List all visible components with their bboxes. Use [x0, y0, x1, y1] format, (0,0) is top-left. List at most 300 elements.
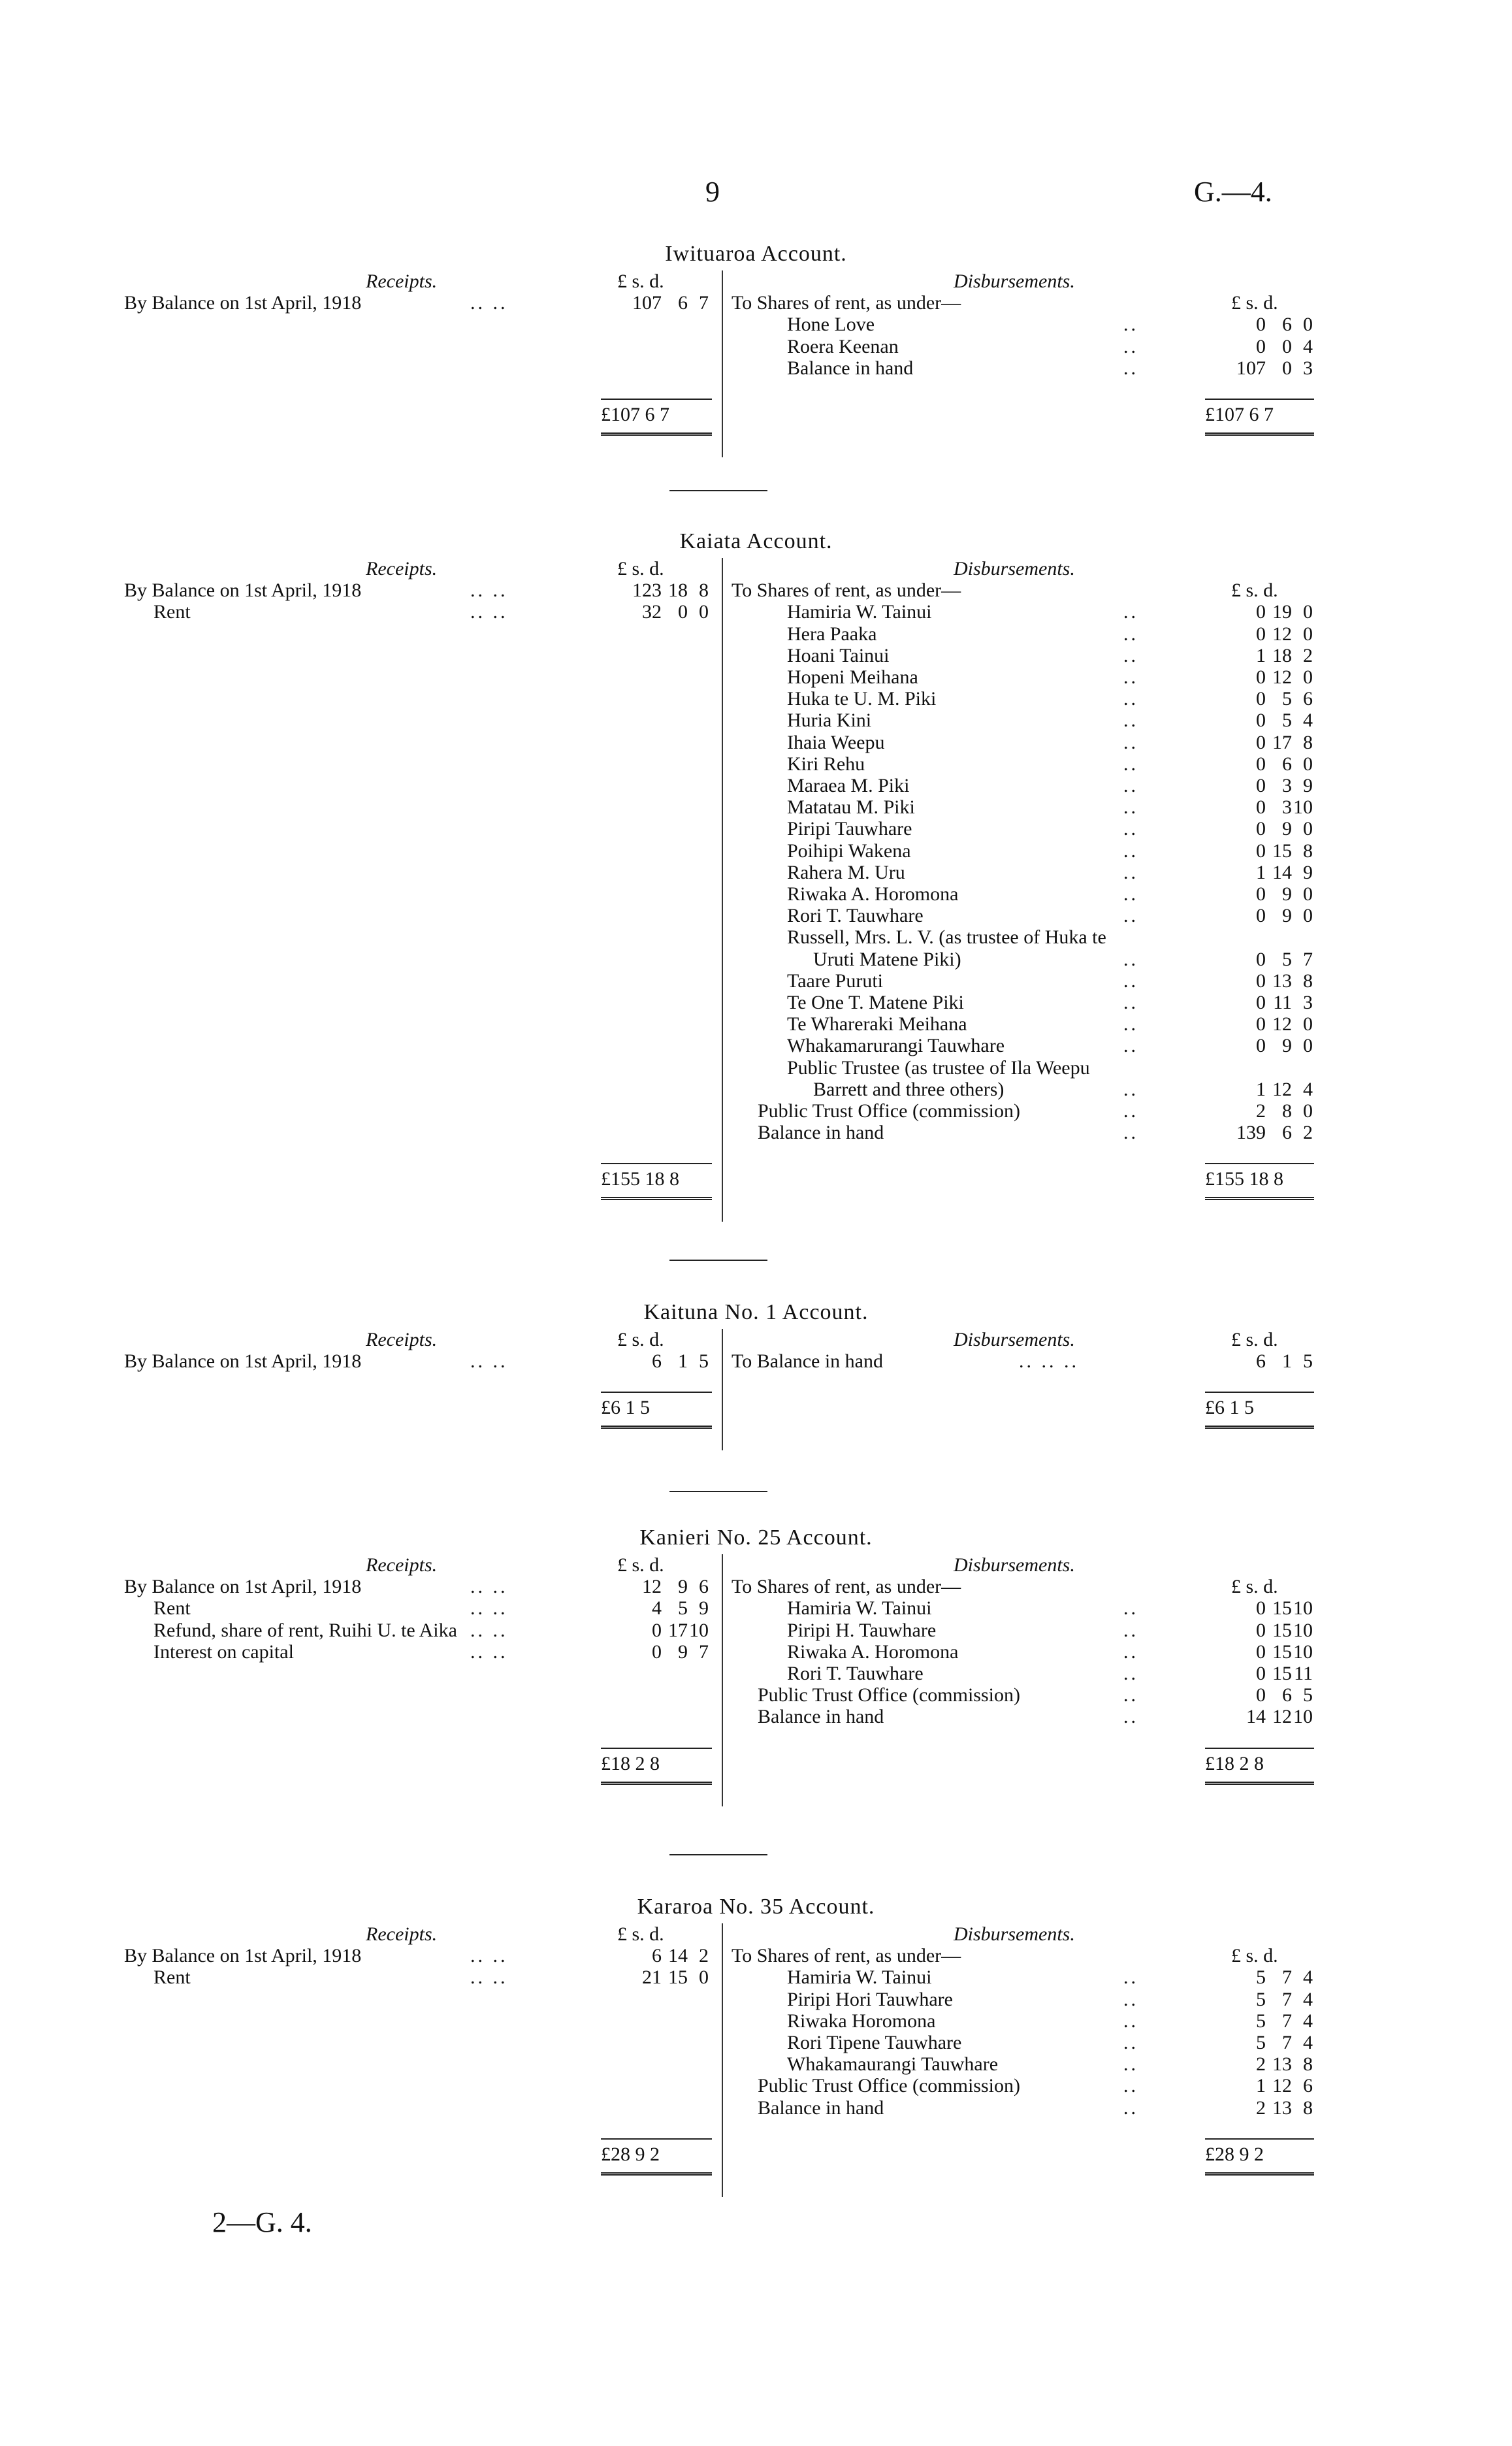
leader-dots: ..: [1123, 1035, 1138, 1057]
pence-value: 0: [1303, 1013, 1313, 1035]
pence-value: 9: [1303, 861, 1313, 883]
lsd-heading-disbursements: £ s. d.: [1231, 1945, 1278, 1967]
leader-dots: ..: [1123, 357, 1138, 379]
shillings-value: 15: [1272, 1663, 1292, 1684]
page-ref: G.—4.: [1194, 176, 1272, 208]
disbursement-label: Riwaka Horomona: [787, 2010, 936, 2032]
double-rule-receipts: [601, 1782, 712, 1785]
disbursement-label: Balance in hand: [787, 357, 914, 379]
disbursement-intro: To Shares of rent, as under—: [732, 1576, 961, 1598]
lsd-heading-receipts: £ s. d.: [617, 1329, 664, 1350]
disbursement-label: Rahera M. Uru: [787, 861, 905, 883]
shillings-value: 9: [1282, 883, 1292, 905]
leader-dots: ..: [1123, 970, 1138, 992]
pounds-value: 6: [1256, 1350, 1266, 1373]
shillings-value: 11: [1273, 992, 1292, 1013]
receipts-heading: Receipts.: [366, 1329, 438, 1350]
shillings-value: 18: [668, 579, 688, 602]
receipt-label: Rent: [153, 601, 191, 623]
leader-dots: ..: [1123, 601, 1138, 623]
pounds-value: 0: [1256, 1597, 1266, 1620]
leader-dots: ..: [1123, 818, 1138, 840]
pence-value: 7: [699, 292, 709, 314]
pounds-value: 4: [652, 1597, 662, 1620]
shillings-value: 12: [1272, 2075, 1292, 2097]
pence-value: 10: [1293, 1640, 1313, 1663]
leader-dots: ..: [1123, 1100, 1138, 1122]
pounds-value: 5: [1256, 2032, 1266, 2053]
leader-dots: .. ..: [470, 579, 508, 602]
total-rule-receipts: [601, 1748, 712, 1749]
pounds-value: 0: [1256, 601, 1266, 623]
shillings-value: 12: [1272, 666, 1292, 688]
column-divider: [722, 270, 723, 457]
pence-value: 3: [1303, 357, 1313, 379]
leader-dots: ..: [1123, 2096, 1138, 2119]
shillings-value: 13: [1272, 970, 1292, 992]
section-separator: [669, 1260, 767, 1261]
pence-value: 8: [699, 579, 709, 602]
receipts-heading: Receipts.: [366, 270, 438, 292]
pence-value: 0: [1303, 883, 1313, 905]
lsd-heading-receipts: £ s. d.: [617, 1923, 664, 1945]
pence-value: 0: [1303, 905, 1313, 927]
disbursement-label: Hopeni Meihana: [787, 666, 918, 688]
pounds-value: 1: [1256, 861, 1266, 883]
receipts-heading: Receipts.: [366, 1554, 438, 1576]
pence-value: 8: [1303, 2053, 1313, 2076]
shillings-value: 15: [1272, 1640, 1292, 1663]
column-divider: [722, 1923, 723, 2197]
pence-value: 0: [1303, 1100, 1313, 1122]
shillings-value: 15: [1272, 840, 1292, 862]
disbursement-label: Public Trust Office (commission): [758, 2075, 1020, 2097]
shillings-value: 6: [1282, 753, 1292, 775]
disbursement-label: Te Whareraki Meihana: [787, 1013, 967, 1035]
pounds-value: 0: [1256, 709, 1266, 732]
leader-dots: ..: [1123, 883, 1138, 905]
pence-value: 4: [1303, 709, 1313, 732]
pence-value: 4: [1303, 1966, 1313, 1989]
pounds-value: 6: [652, 1350, 662, 1373]
pence-value: 4: [1303, 1988, 1313, 2010]
pounds-value: 5: [1256, 2010, 1266, 2032]
pence-value: 7: [699, 1640, 709, 1663]
disbursements-heading: Disbursements.: [954, 270, 1075, 292]
shillings-value: 6: [1282, 1684, 1292, 1706]
receipts-total: £107 6 7: [601, 404, 669, 425]
double-rule-disbursements: [1205, 432, 1314, 436]
pounds-value: 0: [1256, 314, 1266, 336]
section-separator: [669, 1854, 767, 1855]
total-rule-receipts: [601, 2138, 712, 2140]
pence-value: 0: [699, 1966, 709, 1989]
pence-value: 4: [1303, 335, 1313, 357]
leader-dots: ..: [1123, 644, 1138, 666]
pence-value: 2: [1303, 1122, 1313, 1144]
shillings-value: 12: [1272, 1013, 1292, 1035]
shillings-value: 15: [1272, 1619, 1292, 1641]
shillings-value: 1: [1282, 1350, 1292, 1373]
pence-value: 8: [1303, 970, 1313, 992]
pounds-value: 0: [1256, 992, 1266, 1013]
pence-value: 10: [1293, 796, 1313, 819]
account-title: Kaiata Account.: [679, 529, 833, 553]
pounds-value: 0: [1256, 335, 1266, 357]
pounds-value: 0: [1256, 1619, 1266, 1641]
disbursement-label: Matatau M. Piki: [787, 796, 915, 819]
receipts-total: £18 2 8: [601, 1752, 660, 1774]
receipt-label: By Balance on 1st April, 1918: [124, 1576, 362, 1598]
section-separator: [669, 490, 767, 491]
pence-value: 11: [1294, 1663, 1313, 1684]
disbursement-label: Balance in hand: [758, 1122, 884, 1144]
double-rule-receipts: [601, 1426, 712, 1429]
pounds-value: 0: [1256, 775, 1266, 796]
lsd-heading-receipts: £ s. d.: [617, 270, 664, 292]
shillings-value: 9: [678, 1576, 688, 1598]
pounds-value: 14: [1246, 1706, 1266, 1728]
receipts-total: £155 18 8: [601, 1168, 679, 1190]
leader-dots: ..: [1123, 796, 1138, 819]
pounds-value: 0: [1256, 1663, 1266, 1684]
pence-value: 0: [1303, 601, 1313, 623]
disbursement-label: Hamiria W. Tainui: [787, 1597, 932, 1620]
leader-dots: .. ..: [470, 1619, 508, 1641]
leader-dots: .. ..: [470, 1350, 508, 1373]
pounds-value: 0: [1256, 623, 1266, 645]
shillings-value: 12: [1272, 1706, 1292, 1728]
shillings-value: 7: [1282, 2010, 1292, 2032]
pence-value: 4: [1303, 2010, 1313, 2032]
page-number: 9: [705, 176, 720, 208]
pounds-value: 6: [652, 1945, 662, 1967]
leader-dots: ..: [1123, 905, 1138, 927]
lsd-heading-disbursements: £ s. d.: [1231, 1329, 1278, 1350]
total-rule-receipts: [601, 1392, 712, 1393]
pounds-value: 0: [1256, 753, 1266, 775]
leader-dots: ..: [1123, 335, 1138, 357]
lsd-heading-receipts: £ s. d.: [617, 1554, 664, 1576]
leader-dots: ..: [1123, 1122, 1138, 1144]
pence-value: 5: [1303, 1350, 1313, 1373]
leader-dots: .. ..: [470, 601, 508, 623]
disbursement-label: Public Trust Office (commission): [758, 1100, 1020, 1122]
disbursement-label: Balance in hand: [758, 2096, 884, 2119]
leader-dots: ..: [1123, 840, 1138, 862]
pence-value: 3: [1303, 992, 1313, 1013]
shillings-value: 6: [1282, 1122, 1292, 1144]
disbursement-label: Hoani Tainui: [787, 644, 890, 666]
pence-value: 9: [1303, 775, 1313, 796]
disbursement-label: Roera Keenan: [787, 335, 899, 357]
disbursement-label: Public Trustee (as trustee of Ila Weepu: [787, 1056, 1090, 1079]
leader-dots: .. ..: [470, 1597, 508, 1620]
double-rule-receipts: [601, 1197, 712, 1200]
shillings-value: 6: [678, 292, 688, 314]
shillings-value: 0: [1282, 335, 1292, 357]
pounds-value: 12: [642, 1576, 662, 1598]
account-title: Kararoa No. 35 Account.: [637, 1895, 875, 1919]
double-rule-receipts: [601, 2172, 712, 2176]
pounds-value: 107: [1236, 357, 1266, 379]
shillings-value: 12: [1272, 1078, 1292, 1100]
shillings-value: 19: [1272, 601, 1292, 623]
shillings-value: 14: [1272, 861, 1292, 883]
disbursement-intro: To Shares of rent, as under—: [732, 292, 961, 314]
total-rule-disbursements: [1205, 399, 1314, 400]
shillings-value: 15: [1272, 1597, 1292, 1620]
shillings-value: 12: [1272, 623, 1292, 645]
pence-value: 10: [1293, 1706, 1313, 1728]
disbursement-label: Piripi Hori Tauwhare: [787, 1988, 953, 2010]
leader-dots: ..: [1123, 1706, 1138, 1728]
leader-dots: ..: [1123, 753, 1138, 775]
leader-dots: ..: [1123, 2010, 1138, 2032]
disbursements-total: £107 6 7: [1205, 404, 1274, 425]
pence-value: 0: [1303, 818, 1313, 840]
receipts-total: £6 1 5: [601, 1397, 650, 1419]
pence-value: 8: [1303, 2096, 1313, 2119]
disbursement-label: Taare Puruti: [787, 970, 884, 992]
pounds-value: 5: [1256, 1966, 1266, 1989]
pence-value: 6: [699, 1576, 709, 1598]
disbursement-label: Rori Tipene Tauwhare: [787, 2032, 962, 2053]
shillings-value: 0: [678, 601, 688, 623]
receipt-label: By Balance on 1st April, 1918: [124, 1350, 362, 1373]
disbursement-label: Kiri Rehu: [787, 753, 865, 775]
pounds-value: 0: [1256, 731, 1266, 753]
total-rule-receipts: [601, 1163, 712, 1164]
leader-dots: ..: [1123, 2075, 1138, 2097]
pence-value: 8: [1303, 840, 1313, 862]
leader-dots: ..: [1123, 1988, 1138, 2010]
disbursement-label: Uruti Matene Piki): [813, 948, 961, 970]
pence-value: 4: [1303, 1078, 1313, 1100]
disbursement-label: Hamiria W. Tainui: [787, 1966, 932, 1989]
leader-dots: ..: [1123, 948, 1138, 970]
disbursement-label: Maraea M. Piki: [787, 775, 910, 796]
disbursement-label: Hera Paaka: [787, 623, 877, 645]
double-rule-receipts: [601, 432, 712, 436]
pence-value: 2: [699, 1945, 709, 1967]
receipts-total: £28 9 2: [601, 2143, 660, 2165]
pence-value: 2: [1303, 644, 1313, 666]
total-rule-disbursements: [1205, 1163, 1314, 1164]
disbursement-label: Whakamarurangi Tauwhare: [787, 1035, 1005, 1057]
pence-value: 10: [1293, 1619, 1313, 1641]
pounds-value: 0: [1256, 970, 1266, 992]
pounds-value: 0: [1256, 818, 1266, 840]
disbursement-label: Rori T. Tauwhare: [787, 905, 924, 927]
disbursements-heading: Disbursements.: [954, 558, 1075, 579]
disbursements-total: £6 1 5: [1205, 1397, 1254, 1419]
pounds-value: 0: [1256, 840, 1266, 862]
shillings-value: 5: [1282, 948, 1292, 970]
disbursement-label: Piripi Tauwhare: [787, 818, 912, 840]
shillings-value: 9: [1282, 1035, 1292, 1057]
pence-value: 8: [1303, 731, 1313, 753]
leader-dots: ..: [1123, 1597, 1138, 1620]
leader-dots: ..: [1123, 992, 1138, 1013]
leader-dots: ..: [1123, 1684, 1138, 1706]
leader-dots: ..: [1123, 666, 1138, 688]
shillings-value: 18: [1272, 644, 1292, 666]
disbursement-label: Public Trust Office (commission): [758, 1684, 1020, 1706]
disbursements-total: £28 9 2: [1205, 2143, 1264, 2165]
column-divider: [722, 1329, 723, 1450]
leader-dots: ..: [1123, 2032, 1138, 2053]
shillings-value: 8: [1282, 1100, 1292, 1122]
shillings-value: 9: [1282, 818, 1292, 840]
double-rule-disbursements: [1205, 2172, 1314, 2176]
pence-value: 0: [699, 601, 709, 623]
disbursement-label: Hamiria W. Tainui: [787, 601, 932, 623]
pounds-value: 2: [1256, 2053, 1266, 2076]
pence-value: 9: [699, 1597, 709, 1620]
shillings-value: 0: [1282, 357, 1292, 379]
leader-dots: ..: [1123, 1640, 1138, 1663]
pounds-value: 1: [1256, 1078, 1266, 1100]
leader-dots: ..: [1123, 314, 1138, 336]
receipt-label: Rent: [153, 1597, 191, 1620]
total-rule-receipts: [601, 399, 712, 400]
account-title: Iwituaroa Account.: [665, 242, 847, 266]
leader-dots: ..: [1123, 623, 1138, 645]
disbursements-heading: Disbursements.: [954, 1329, 1075, 1350]
shillings-value: 9: [678, 1640, 688, 1663]
pounds-value: 139: [1236, 1122, 1266, 1144]
shillings-value: 13: [1272, 2096, 1292, 2119]
receipt-label: By Balance on 1st April, 1918: [124, 579, 362, 602]
leader-dots: ..: [1123, 1013, 1138, 1035]
shillings-value: 3: [1282, 775, 1292, 796]
pounds-value: 0: [1256, 666, 1266, 688]
shillings-value: 5: [678, 1597, 688, 1620]
leader-dots: ..: [1123, 709, 1138, 732]
disbursement-label: Poihipi Wakena: [787, 840, 911, 862]
leader-dots: ..: [1123, 2053, 1138, 2076]
disbursement-label: Balance in hand: [758, 1706, 884, 1728]
leader-dots: ..: [1123, 1078, 1138, 1100]
disbursement-intro: To Balance in hand: [732, 1350, 883, 1373]
pounds-value: 107: [632, 292, 662, 314]
pounds-value: 2: [1256, 2096, 1266, 2119]
pence-value: 0: [1303, 1035, 1313, 1057]
pounds-value: 21: [642, 1966, 662, 1989]
disbursement-label: Te One T. Matene Piki: [787, 992, 964, 1013]
total-rule-disbursements: [1205, 1392, 1314, 1393]
disbursement-label: Rori T. Tauwhare: [787, 1663, 924, 1684]
disbursement-intro: To Shares of rent, as under—: [732, 579, 961, 602]
lsd-heading-disbursements: £ s. d.: [1231, 579, 1278, 602]
pounds-value: 1: [1256, 644, 1266, 666]
account-title: Kanieri No. 25 Account.: [639, 1525, 873, 1550]
disbursement-label: Barrett and three others): [813, 1078, 1005, 1100]
pounds-value: 0: [1256, 948, 1266, 970]
pence-value: 7: [1303, 948, 1313, 970]
pence-value: 0: [1303, 314, 1313, 336]
leader-dots: ..: [1123, 688, 1138, 710]
leader-dots: ..: [1123, 1663, 1138, 1684]
total-rule-disbursements: [1205, 2138, 1314, 2140]
column-divider: [722, 1554, 723, 1806]
shillings-value: 5: [1282, 709, 1292, 732]
pounds-value: 2: [1256, 1100, 1266, 1122]
disbursement-label: Russell, Mrs. L. V. (as trustee of Huka te: [787, 926, 1106, 949]
disbursement-label: Huria Kini: [787, 709, 872, 732]
disbursement-label: Whakamaurangi Tauwhare: [787, 2053, 999, 2076]
shillings-value: 7: [1282, 1966, 1292, 1989]
pounds-value: 0: [1256, 1035, 1266, 1057]
double-rule-disbursements: [1205, 1782, 1314, 1785]
disbursement-label: Huka te U. M. Piki: [787, 688, 937, 710]
pence-value: 0: [1303, 753, 1313, 775]
pence-value: 4: [1303, 2032, 1313, 2053]
leader-dots: ..: [1123, 861, 1138, 883]
leader-dots: .. ..: [470, 1576, 508, 1598]
receipts-heading: Receipts.: [366, 1923, 438, 1945]
leader-dots: ..: [1123, 1619, 1138, 1641]
disbursement-intro: To Shares of rent, as under—: [732, 1945, 961, 1967]
receipt-label: Interest on capital: [153, 1640, 294, 1663]
column-divider: [722, 558, 723, 1222]
pounds-value: 0: [1256, 905, 1266, 927]
shillings-value: 6: [1282, 314, 1292, 336]
disbursements-heading: Disbursements.: [954, 1923, 1075, 1945]
double-rule-disbursements: [1205, 1197, 1314, 1200]
shillings-value: 17: [1272, 731, 1292, 753]
pence-value: 6: [1303, 688, 1313, 710]
leader-dots: .. ..: [470, 1640, 508, 1663]
shillings-value: 1: [678, 1350, 688, 1373]
disbursement-label: Riwaka A. Horomona: [787, 1640, 959, 1663]
disbursement-label: Ihaia Weepu: [787, 731, 885, 753]
shillings-value: 9: [1282, 905, 1292, 927]
pounds-value: 1: [1256, 2075, 1266, 2097]
section-separator: [669, 1491, 767, 1492]
receipt-label: Refund, share of rent, Ruihi U. te Aika: [153, 1619, 457, 1641]
pounds-value: 0: [1256, 883, 1266, 905]
shillings-value: 7: [1282, 1988, 1292, 2010]
total-rule-disbursements: [1205, 1748, 1314, 1749]
pence-value: 0: [1303, 623, 1313, 645]
account-title: Kaituna No. 1 Account.: [643, 1300, 869, 1324]
pence-value: 10: [1293, 1597, 1313, 1620]
pounds-value: 0: [1256, 1684, 1266, 1706]
shillings-value: 7: [1282, 2032, 1292, 2053]
pence-value: 5: [1303, 1684, 1313, 1706]
leader-dots: ..: [1123, 1966, 1138, 1989]
lsd-heading-disbursements: £ s. d.: [1231, 292, 1278, 314]
pounds-value: 123: [632, 579, 662, 602]
receipt-label: Rent: [153, 1966, 191, 1989]
receipt-label: By Balance on 1st April, 1918: [124, 1945, 362, 1967]
leader-dots: .. ..: [470, 1945, 508, 1967]
shillings-value: 13: [1272, 2053, 1292, 2076]
leader-dots: .. .. ..: [1019, 1350, 1079, 1373]
page-footer: 2—G. 4.: [212, 2206, 312, 2238]
pounds-value: 5: [1256, 1988, 1266, 2010]
pounds-value: 0: [1256, 1640, 1266, 1663]
disbursements-heading: Disbursements.: [954, 1554, 1075, 1576]
pounds-value: 0: [1256, 1013, 1266, 1035]
pounds-value: 0: [652, 1619, 662, 1641]
lsd-heading-disbursements: £ s. d.: [1231, 1576, 1278, 1598]
shillings-value: 17: [668, 1619, 688, 1641]
leader-dots: .. ..: [470, 1966, 508, 1989]
pounds-value: 0: [1256, 796, 1266, 819]
